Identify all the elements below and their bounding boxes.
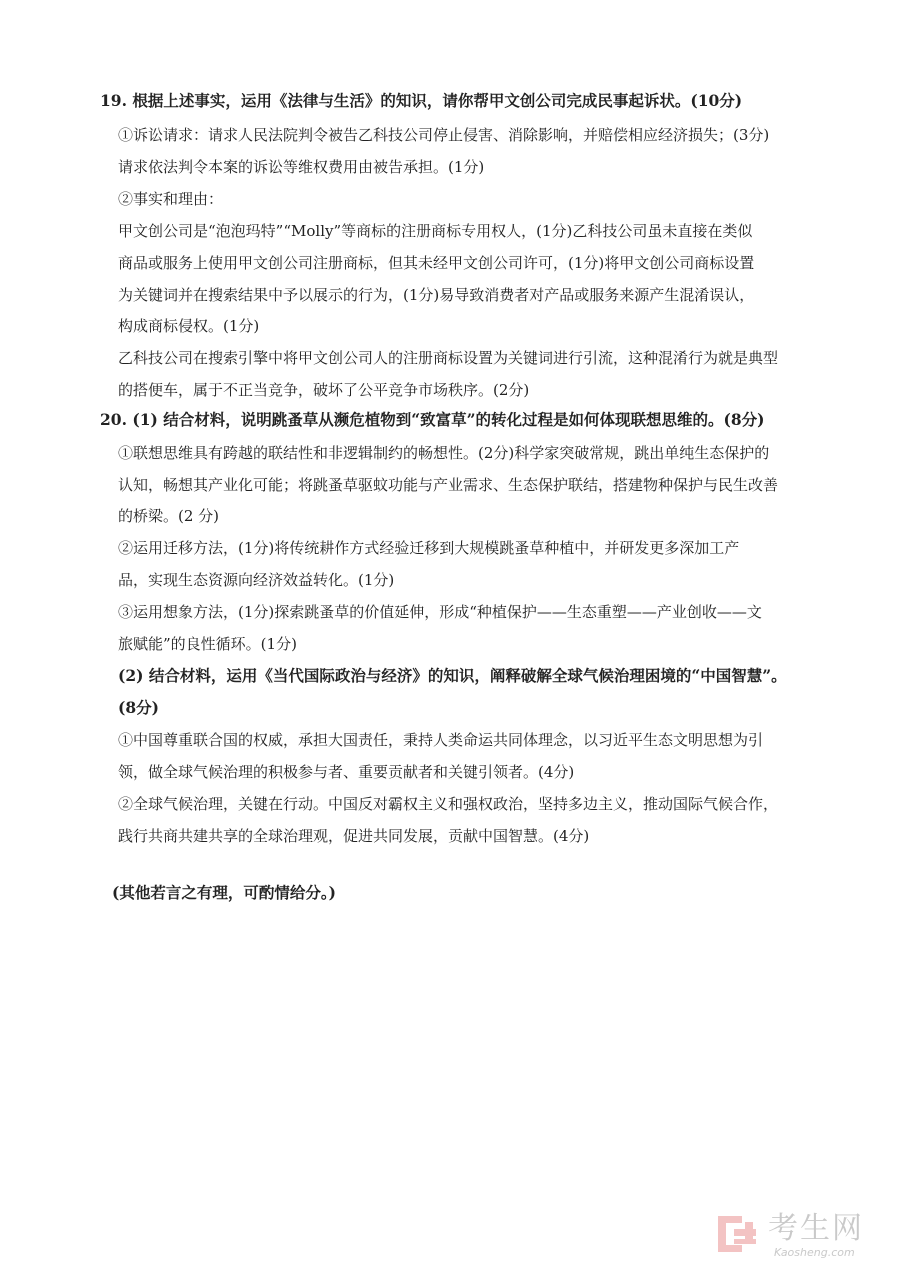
q19-line-5: 商品或服务上使用甲文创公司注册商标，但其未经甲文创公司许可，(1分)将甲文创公司商标设置 [118,254,755,272]
q20-part2-title: (2) 结合材料，运用《当代国际政治与经济》的知识，阐释破解全球气候治理困境的“中国智慧”。 [118,666,787,685]
q20-part2-line-1: ①中国尊重联合国的权威，承担大国责任，秉持人类命运共同体理念，以习近平生态文明思想为引 [118,731,764,749]
q20-part2-line-4: 践行共商共建共享的全球治理观，促进共同发展，贡献中国智慧。(4分) [118,827,590,845]
q19-line-4: 甲文创公司是“泡泡玛特”“Molly”等商标的注册商标专用权人，(1分)乙科技公司虽未直接在类似 [118,222,753,240]
q19-line-7: 构成商标侵权。(1分) [118,317,260,335]
q19-line-8: 乙科技公司在搜索引擎中将甲文创公司人的注册商标设置为关键词进行引流，这种混淆行为就是典型 [118,349,779,367]
watermark [716,1212,876,1260]
q20-part1-title: 20. (1) 结合材料，说明跳蚤草从濒危植物到“致富草”的转化过程是如何体现联想思维的。(8分) [100,410,765,429]
q20-part2-line-2: 领，做全球气候治理的积极参与者、重要贡献者和关键引领者。(4分) [118,763,575,781]
closing-note: (其他若言之有理，可酌情给分。) [112,883,336,902]
q20-part1-line-4: ②运用迁移方法，(1分)将传统耕作方式经验迁移到大规模跳蚤草种植中，并研发更多深加工产 [118,539,740,557]
q20-part2-score: (8分) [118,698,159,717]
q20-part1-line-2: 认知，畅想其产业化可能；将跳蚤草驱蚊功能与产业需求、生态保护联结，搭建物种保护与民生改善 [118,476,779,494]
q19-line-1: ①诉讼请求：请求人民法院判令被告乙科技公司停止侵害、消除影响，并赔偿相应经济损失；(3分) [118,126,770,144]
watermark-url: Kaosheng.com [774,1246,855,1259]
q20-part1-line-5: 品，实现生态资源向经济效益转化。(1分) [118,571,395,589]
watermark-name: 考生网 [768,1211,864,1246]
q20-part1-line-1: ①联想思维具有跨越的联结性和非逻辑制约的畅想性。(2分)科学家突破常规，跳出单纯生态保护的 [118,444,770,462]
q20-part1-line-7: 旅赋能”的良性循环。(1分) [118,635,297,653]
q19-line-3: ②事实和理由： [118,190,224,208]
q19-title: 19. 根据上述事实，运用《法律与生活》的知识，请你帮甲文创公司完成民事起诉状。(10分) [100,91,743,110]
q19-line-9: 的搭便车，属于不正当竞争，破坏了公平竞争市场秩序。(2分) [118,381,530,399]
q19-line-6: 为关键词并在搜索结果中予以展示的行为，(1分)易导致消费者对产品或服务来源产生混淆误认， [118,286,755,304]
kaosheng-logo-icon [716,1212,760,1256]
q19-line-2: 请求依法判令本案的诉讼等维权费用由被告承担。(1分) [118,158,485,176]
q20-part1-line-3: 的桥梁。(2 分) [118,507,220,525]
q20-part2-line-3: ②全球气候治理，关键在行动。中国反对霸权主义和强权政治，坚持多边主义，推动国际气候合作， [118,795,779,813]
q20-part1-line-6: ③运用想象方法，(1分)探索跳蚤草的价值延伸，形成“种植保护——生态重塑——产业创收——文 [118,603,762,621]
